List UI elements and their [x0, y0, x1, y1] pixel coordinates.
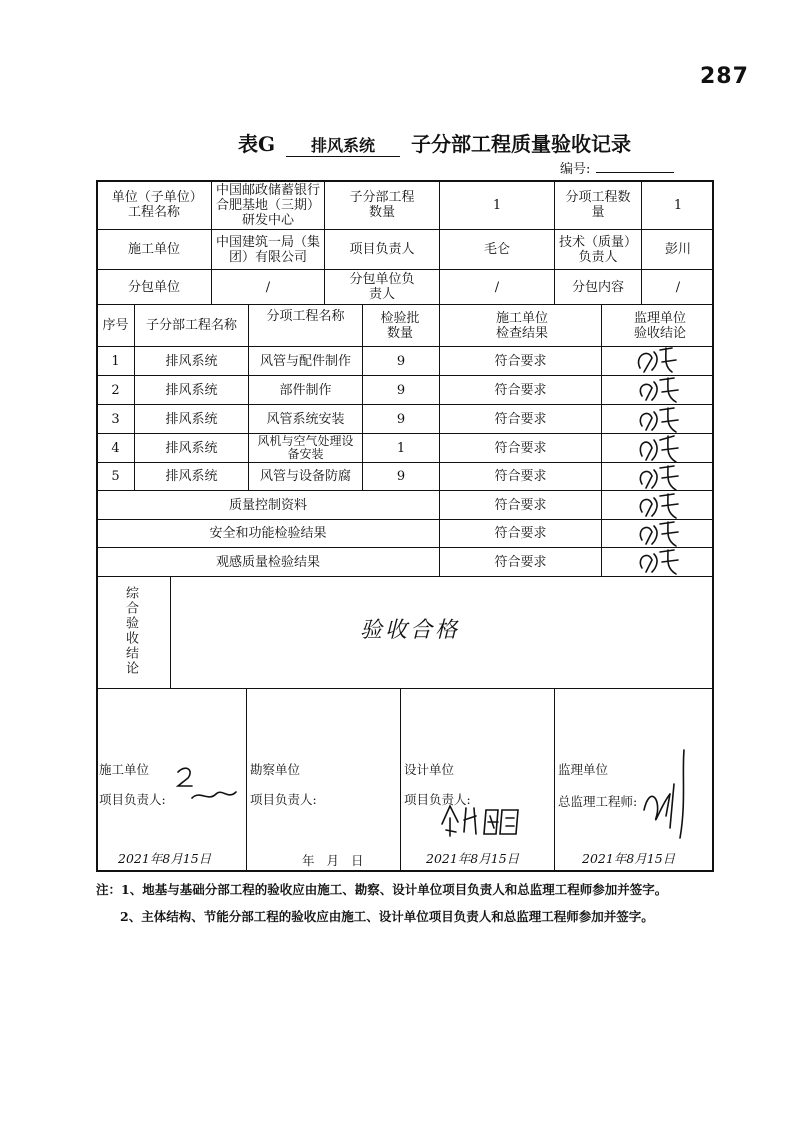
construction-value: 中国建筑一局（集团）有限公司 — [215, 234, 320, 265]
title-blank: 排风系统 — [286, 133, 400, 157]
construction-signature — [170, 764, 250, 814]
table-rule — [96, 375, 714, 376]
table-row-sub: 排风系统 — [165, 411, 218, 427]
serial-number — [560, 158, 674, 177]
approval-signature-marks — [626, 344, 706, 580]
table-rule — [400, 688, 401, 872]
design-signature — [436, 796, 526, 842]
serial-label: 编号: — [560, 162, 591, 177]
sub-count-value: 1 — [492, 197, 502, 213]
table-rule — [96, 404, 714, 405]
col-header-no: 序号 — [102, 318, 129, 333]
subcontract-value: / — [265, 279, 271, 295]
table-rule — [324, 180, 325, 304]
table-rule — [96, 576, 714, 577]
table-rule — [96, 269, 714, 270]
unit-value: 中国邮政储蓄银行合肥基地（三期）研发中心 — [215, 182, 320, 228]
table-rule — [248, 304, 249, 490]
col-header-sub-name: 子分部工程名称 — [145, 318, 237, 333]
table-row-item: 风管系统安装 — [266, 411, 345, 427]
table-rule — [439, 304, 440, 576]
unit-label: 单位（子单位）工程名称 — [111, 190, 197, 220]
tech-label: 技术（质量）负责人 — [558, 234, 637, 265]
item-count-value: 1 — [673, 197, 683, 213]
signature-person: 项目负责人: — [250, 792, 317, 807]
table-row-item: 部件制作 — [279, 382, 332, 398]
overall-label: 综合验收结论 — [123, 586, 138, 676]
col-header-item-name: 分项工程名称 — [266, 308, 345, 324]
table-rule — [96, 547, 714, 548]
table-row-result: 符合要求 — [494, 469, 547, 484]
note-line-2: 2、主体结构、节能分部工程的验收应由施工、设计单位项目负责人和总监理工程师参加并签字。 — [120, 909, 654, 924]
table-rule — [96, 462, 714, 463]
table-rule — [211, 180, 212, 304]
tech-value: 彭川 — [664, 242, 691, 257]
col-header-batch: 检验批数量 — [380, 310, 420, 341]
signature-unit: 监理单位 — [558, 762, 609, 777]
signature-person: 项目负责人: — [404, 792, 471, 807]
table-row-batch: 9 — [396, 382, 406, 398]
table-row-batch: 9 — [396, 411, 406, 427]
table-rule — [96, 229, 714, 230]
table-row-result: 符合要求 — [494, 411, 547, 427]
overall-value: 验收合格 — [359, 617, 460, 643]
table-rule — [170, 576, 171, 688]
summary-row-result: 符合要求 — [494, 526, 547, 541]
signature-unit: 设计单位 — [404, 762, 455, 777]
table-row-result: 符合要求 — [494, 353, 547, 369]
table-row-batch: 9 — [396, 353, 406, 369]
table-rule — [554, 688, 555, 872]
signature-person: 项目负责人: — [99, 792, 166, 807]
table-row-no: 5 — [111, 469, 120, 484]
summary-row-label: 质量控制资料 — [228, 497, 307, 513]
summary-row-label: 观感质量检验结果 — [215, 554, 320, 570]
table-rule — [439, 180, 440, 304]
table-row-item: 风管与设备防腐 — [259, 469, 351, 484]
table-rule — [641, 180, 642, 304]
table-rule — [96, 433, 714, 434]
signature-date: 2021年8月15日 — [582, 851, 676, 866]
sub-manager-label: 分包单位负责人 — [349, 272, 415, 302]
table-row-batch: 9 — [396, 469, 406, 484]
col-header-check: 施工单位检查结果 — [495, 310, 548, 341]
table-rule — [96, 304, 714, 305]
table-row-no: 2 — [111, 382, 120, 398]
table-row-sub: 排风系统 — [165, 469, 218, 484]
serial-blank — [596, 160, 674, 173]
signature-date: 2021年8月15日 — [426, 851, 520, 866]
item-count-label: 分项工程数量 — [565, 190, 631, 220]
table-rule — [362, 304, 363, 490]
title-prefix: 表G — [238, 132, 276, 156]
summary-row-result: 符合要求 — [494, 554, 547, 570]
table-rule — [96, 519, 714, 520]
table-row-no: 3 — [111, 411, 120, 427]
sub-count-label: 子分部工程数量 — [349, 190, 415, 220]
table-rule — [554, 180, 555, 304]
table-rule — [134, 304, 135, 490]
table-row-item: 风机与空气处理设备安装 — [257, 433, 354, 461]
table-rule — [96, 346, 714, 347]
table-row-sub: 排风系统 — [165, 382, 218, 398]
table-rule — [96, 490, 714, 491]
pm-value: 毛仑 — [483, 242, 510, 257]
summary-row-result: 符合要求 — [494, 497, 547, 513]
table-row-no: 4 — [111, 440, 120, 456]
table-rule — [96, 688, 714, 689]
page-number: 287 — [700, 64, 749, 89]
table-row-item: 风管与配件制作 — [259, 353, 351, 369]
note-line-1: 注：1、地基与基础分部工程的验收应由施工、勘察、设计单位项目负责人和总监理工程师参加并签字。 — [96, 882, 668, 897]
sub-content-value: / — [675, 279, 681, 295]
table-row-batch: 1 — [396, 440, 406, 456]
table-row-no: 1 — [111, 353, 120, 369]
title-suffix: 子分部工程质量验收记录 — [411, 132, 632, 156]
table-rule — [601, 304, 602, 576]
construction-label: 施工单位 — [127, 242, 180, 257]
signature-unit: 勘察单位 — [250, 762, 301, 777]
signature-date: 年 月 日 — [302, 853, 364, 868]
table-row-sub: 排风系统 — [165, 440, 218, 456]
col-header-conclusion: 监理单位验收结论 — [633, 310, 686, 341]
sub-content-label: 分包内容 — [571, 279, 624, 295]
page-title — [238, 128, 631, 157]
signature-unit: 施工单位 — [99, 762, 150, 777]
table-row-result: 符合要求 — [494, 382, 547, 398]
pm-label: 项目负责人 — [349, 242, 415, 257]
signature-date: 2021年8月15日 — [118, 851, 212, 866]
signature-person: 总监理工程师: — [558, 794, 638, 809]
supervisor-signature — [640, 744, 700, 844]
subcontract-label: 分包单位 — [127, 279, 180, 295]
table-row-sub: 排风系统 — [165, 353, 218, 369]
table-row-result: 符合要求 — [494, 440, 547, 456]
sub-manager-value: / — [494, 279, 500, 295]
summary-row-label: 安全和功能检验结果 — [209, 526, 327, 541]
